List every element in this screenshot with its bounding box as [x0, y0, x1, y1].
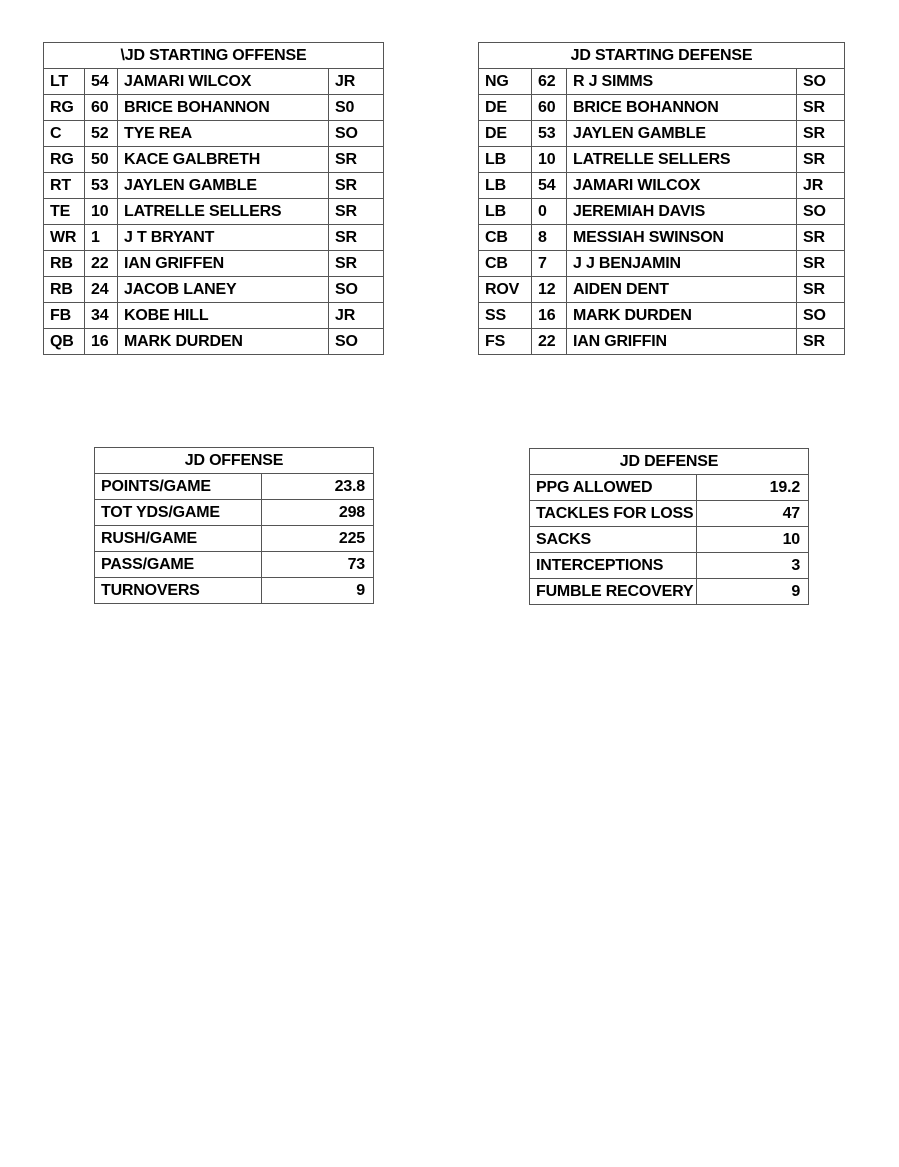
stat-label: FUMBLE RECOVERY [530, 579, 697, 605]
table-row [44, 251, 384, 277]
position-cell: RB [44, 251, 85, 277]
jersey-number-cell: 54 [85, 69, 118, 95]
table-row [479, 69, 845, 95]
stat-value: 225 [262, 526, 374, 552]
class-year-cell: SO [797, 199, 845, 225]
player-name-cell: JACOB LANEY [118, 277, 329, 303]
jersey-number-cell: 60 [85, 95, 118, 121]
stat-label: PASS/GAME [95, 552, 262, 578]
class-year-cell: SO [329, 277, 384, 303]
table-row [530, 579, 809, 605]
stat-label: TOT YDS/GAME [95, 500, 262, 526]
jersey-number-cell: 53 [85, 173, 118, 199]
player-name-cell: IAN GRIFFEN [118, 251, 329, 277]
table-row [44, 147, 384, 173]
class-year-cell: JR [329, 303, 384, 329]
position-cell: LB [479, 199, 532, 225]
jersey-number-cell: 1 [85, 225, 118, 251]
jersey-number-cell: 22 [85, 251, 118, 277]
class-year-cell: SR [797, 121, 845, 147]
player-name-cell: AIDEN DENT [567, 277, 797, 303]
table-title: JD OFFENSE [95, 448, 374, 474]
player-name-cell: LATRELLE SELLERS [118, 199, 329, 225]
jersey-number-cell: 22 [532, 329, 567, 355]
player-name-cell: R J SIMMS [567, 69, 797, 95]
table-row [479, 329, 845, 355]
table-row [479, 121, 845, 147]
table-row [479, 147, 845, 173]
player-name-cell: BRICE BOHANNON [567, 95, 797, 121]
stat-value: 73 [262, 552, 374, 578]
position-cell: TE [44, 199, 85, 225]
stat-value: 19.2 [697, 475, 809, 501]
stat-label: TACKLES FOR LOSS [530, 501, 697, 527]
table-row [44, 173, 384, 199]
class-year-cell: SR [797, 251, 845, 277]
position-cell: FB [44, 303, 85, 329]
jersey-number-cell: 12 [532, 277, 567, 303]
class-year-cell: S0 [329, 95, 384, 121]
player-name-cell: BRICE BOHANNON [118, 95, 329, 121]
player-name-cell: TYE REA [118, 121, 329, 147]
jersey-number-cell: 50 [85, 147, 118, 173]
player-name-cell: J J BENJAMIN [567, 251, 797, 277]
class-year-cell: SO [329, 121, 384, 147]
class-year-cell: SO [797, 303, 845, 329]
position-cell: RB [44, 277, 85, 303]
position-cell: SS [479, 303, 532, 329]
position-cell: LB [479, 173, 532, 199]
table-row [530, 553, 809, 579]
jersey-number-cell: 54 [532, 173, 567, 199]
player-name-cell: JEREMIAH DAVIS [567, 199, 797, 225]
table-row [479, 277, 845, 303]
jersey-number-cell: 34 [85, 303, 118, 329]
position-cell: FS [479, 329, 532, 355]
jersey-number-cell: 10 [85, 199, 118, 225]
table-row [95, 526, 374, 552]
player-name-cell: JAYLEN GAMBLE [118, 173, 329, 199]
player-name-cell: MESSIAH SWINSON [567, 225, 797, 251]
position-cell: LB [479, 147, 532, 173]
position-cell: DE [479, 95, 532, 121]
table-row [530, 527, 809, 553]
table-row [479, 251, 845, 277]
jersey-number-cell: 62 [532, 69, 567, 95]
position-cell: C [44, 121, 85, 147]
class-year-cell: SR [329, 251, 384, 277]
stat-label: SACKS [530, 527, 697, 553]
starting-defense-table [478, 42, 845, 355]
jersey-number-cell: 16 [85, 329, 118, 355]
table-row [44, 225, 384, 251]
starting-offense-table [43, 42, 384, 355]
position-cell: CB [479, 251, 532, 277]
stat-value: 9 [697, 579, 809, 605]
player-name-cell: KACE GALBRETH [118, 147, 329, 173]
table-row [44, 69, 384, 95]
class-year-cell: SR [329, 199, 384, 225]
table-row [530, 475, 809, 501]
stat-value: 23.8 [262, 474, 374, 500]
class-year-cell: SR [329, 147, 384, 173]
offense-stats-table [94, 447, 374, 604]
table-row [95, 552, 374, 578]
table-row [530, 501, 809, 527]
class-year-cell: SR [797, 95, 845, 121]
class-year-cell: SR [329, 173, 384, 199]
table-row [479, 199, 845, 225]
player-name-cell: KOBE HILL [118, 303, 329, 329]
class-year-cell: SR [797, 147, 845, 173]
table-row [95, 500, 374, 526]
stat-value: 10 [697, 527, 809, 553]
position-cell: LT [44, 69, 85, 95]
position-cell: RG [44, 95, 85, 121]
stat-label: INTERCEPTIONS [530, 553, 697, 579]
position-cell: WR [44, 225, 85, 251]
table-row [44, 199, 384, 225]
player-name-cell: JAMARI WILCOX [567, 173, 797, 199]
stat-value: 9 [262, 578, 374, 604]
class-year-cell: SR [797, 277, 845, 303]
position-cell: NG [479, 69, 532, 95]
position-cell: RT [44, 173, 85, 199]
stat-value: 298 [262, 500, 374, 526]
table-row [44, 95, 384, 121]
jersey-number-cell: 53 [532, 121, 567, 147]
player-name-cell: JAYLEN GAMBLE [567, 121, 797, 147]
table-row [479, 95, 845, 121]
stat-value: 47 [697, 501, 809, 527]
position-cell: DE [479, 121, 532, 147]
class-year-cell: JR [329, 69, 384, 95]
stat-value: 3 [697, 553, 809, 579]
jersey-number-cell: 60 [532, 95, 567, 121]
table-title: JD STARTING DEFENSE [479, 43, 845, 69]
stat-label: POINTS/GAME [95, 474, 262, 500]
jersey-number-cell: 52 [85, 121, 118, 147]
jersey-number-cell: 24 [85, 277, 118, 303]
table-title: \JD STARTING OFFENSE [44, 43, 384, 69]
position-cell: ROV [479, 277, 532, 303]
jersey-number-cell: 7 [532, 251, 567, 277]
table-row [95, 578, 374, 604]
stat-label: PPG ALLOWED [530, 475, 697, 501]
class-year-cell: SO [797, 69, 845, 95]
jersey-number-cell: 16 [532, 303, 567, 329]
player-name-cell: MARK DURDEN [118, 329, 329, 355]
class-year-cell: SR [329, 225, 384, 251]
position-cell: QB [44, 329, 85, 355]
class-year-cell: SR [797, 225, 845, 251]
class-year-cell: JR [797, 173, 845, 199]
position-cell: RG [44, 147, 85, 173]
table-row [479, 173, 845, 199]
player-name-cell: J T BRYANT [118, 225, 329, 251]
jersey-number-cell: 10 [532, 147, 567, 173]
table-row [479, 225, 845, 251]
table-title: JD DEFENSE [530, 449, 809, 475]
table-row [479, 303, 845, 329]
table-row [44, 303, 384, 329]
class-year-cell: SR [797, 329, 845, 355]
table-row [44, 329, 384, 355]
class-year-cell: SO [329, 329, 384, 355]
stat-label: TURNOVERS [95, 578, 262, 604]
table-row [95, 474, 374, 500]
table-row [44, 277, 384, 303]
player-name-cell: LATRELLE SELLERS [567, 147, 797, 173]
table-row [44, 121, 384, 147]
player-name-cell: IAN GRIFFIN [567, 329, 797, 355]
jersey-number-cell: 0 [532, 199, 567, 225]
position-cell: CB [479, 225, 532, 251]
defense-stats-table [529, 448, 809, 605]
jersey-number-cell: 8 [532, 225, 567, 251]
stat-label: RUSH/GAME [95, 526, 262, 552]
player-name-cell: MARK DURDEN [567, 303, 797, 329]
player-name-cell: JAMARI WILCOX [118, 69, 329, 95]
